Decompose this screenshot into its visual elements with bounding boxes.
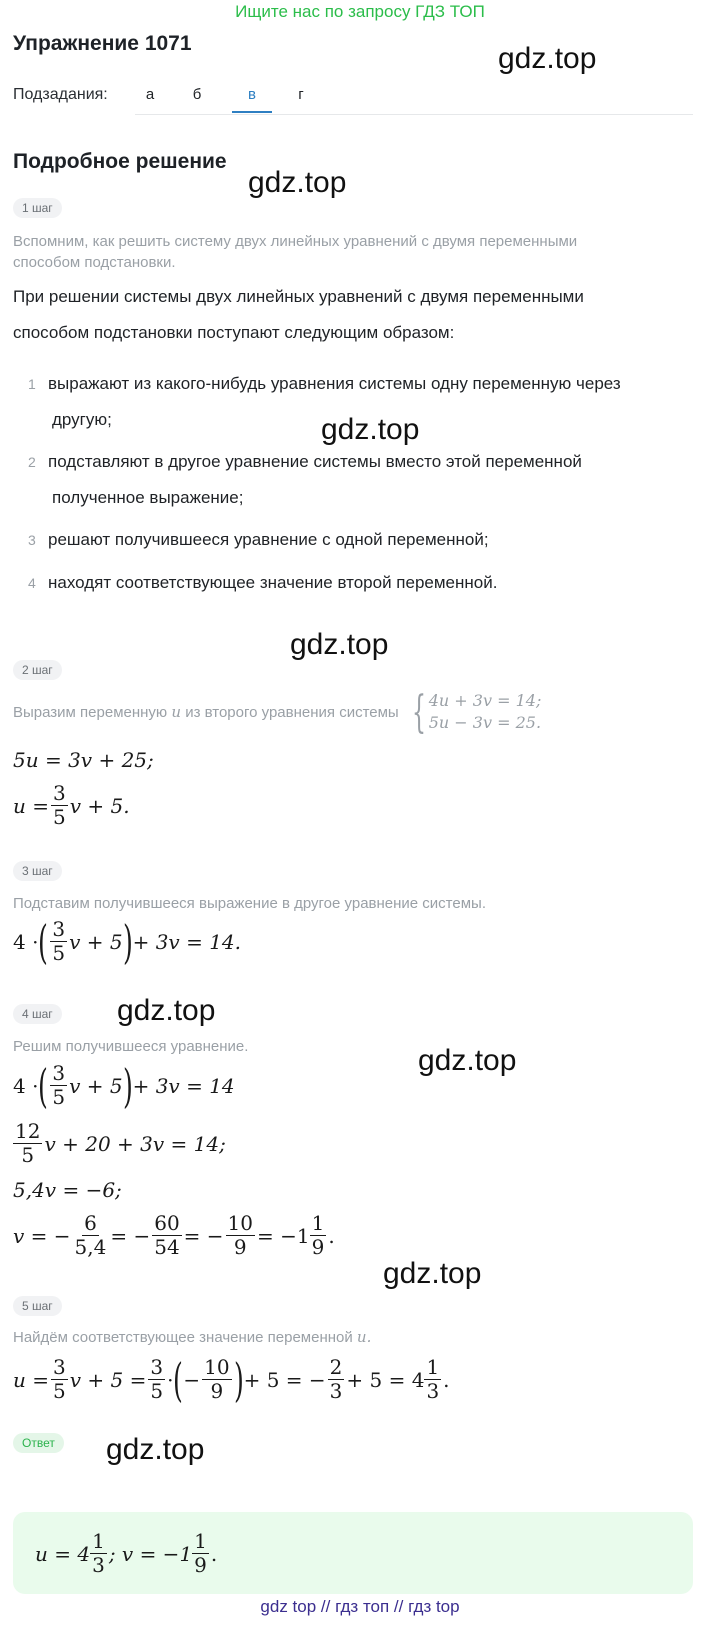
footer-links[interactable]: gdz top // гдз топ // гдз top: [260, 1597, 460, 1616]
step-hint: Найдём соответствующее значение переменной u.: [13, 1328, 372, 1346]
step-badge: 2 шаг: [13, 660, 62, 680]
promo-banner[interactable]: Ищите нас по запросу ГДЗ ТОП: [235, 2, 485, 21]
equation: 4 · ( $\frac{3}{5}$ v + 5 ) + 3v = 14: [13, 1058, 235, 1113]
answer-badge: Ответ: [13, 1433, 64, 1453]
step-hint: Подставим получившееся выражение в другое уравнение системы.: [13, 895, 486, 912]
solution-title: Подробное решение: [13, 150, 227, 173]
list-item: 1 выражают из какого-нибудь уравнения системы одну переменную через другую;: [28, 374, 621, 429]
step-badge: 4 шаг: [13, 1004, 62, 1024]
watermark: gdz.top: [248, 166, 347, 199]
watermark: gdz.top: [321, 413, 420, 446]
answer-box: [13, 1512, 693, 1594]
answer-equation: u = 4 $\frac{1}{3}$ ; v = −1 $\frac{1}{9}$ .: [35, 1529, 218, 1577]
equation: 5u = 3v + 25;: [13, 748, 154, 772]
list-item: 2 подставляют в другое уравнение системы вместо этой переменной полученное выражение;: [28, 452, 582, 507]
step-text: При решении системы двух линейных уравнений с двумя переменными способом подстановки поступают следующим образом:: [13, 287, 584, 342]
watermark: gdz.top: [383, 1257, 482, 1290]
watermark: gdz.top: [290, 628, 389, 661]
active-tab-indicator: [232, 111, 272, 113]
step-hint: Вспомним, как решить систему двух линейных уравнений с двумя переменными способом подстановки.: [13, 233, 578, 271]
tab-a[interactable]: а: [145, 86, 155, 103]
step-badge: 3 шаг: [13, 861, 62, 881]
tab-v[interactable]: в: [248, 86, 256, 103]
list-item: 4 находят соответствующее значение второй переменной.: [28, 573, 498, 592]
equation: u = $\frac{3}{5}$ v + 5 = $\frac{3}{5}$ · ( − $\frac{10}{9}$ ) + 5 = − $\frac{2}{3}$ + 5 = 4 $\frac{1}{3}$ .: [13, 1352, 450, 1407]
list-item: 3 решают получившееся уравнение с одной переменной;: [28, 530, 489, 549]
watermark: gdz.top: [106, 1433, 205, 1466]
watermark: gdz.top: [117, 994, 216, 1027]
watermark: gdz.top: [418, 1044, 517, 1077]
page-title: Упражнение 1071: [13, 32, 192, 55]
equation: $\frac{12}{5}$ v + 20 + 3v = 14;: [15, 1119, 226, 1167]
watermark: gdz.top: [498, 42, 597, 75]
equation-system: { 4u + 3v = 14; 5u − 3v = 25.: [411, 686, 542, 738]
step-badge: 5 шаг: [13, 1296, 62, 1316]
subtasks-label: Подзадания:: [13, 86, 108, 103]
equation: v = − $\frac{6}{5,4}$ = − $\frac{60}{54}$ = − $\frac{10}{9}$ = −1 $\frac{1}{9}$ .: [13, 1211, 335, 1259]
tab-g[interactable]: г: [298, 86, 304, 103]
tab-b[interactable]: б: [192, 86, 202, 103]
step-badge: 1 шаг: [13, 198, 62, 218]
equation: 4 · ( $\frac{3}{5}$ v + 5 ) + 3v = 14.: [13, 914, 242, 969]
subtasks-tabs: [135, 78, 693, 115]
step-hint: Выразим переменную u из второго уравнения системы { 4u + 3v = 14; 5u − 3v = 25.: [13, 686, 542, 738]
step-hint: Решим получившееся уравнение.: [13, 1038, 249, 1055]
equation: u = $\frac{3}{5}$ v + 5.: [13, 781, 130, 829]
equation: 5,4v = −6;: [13, 1178, 122, 1202]
